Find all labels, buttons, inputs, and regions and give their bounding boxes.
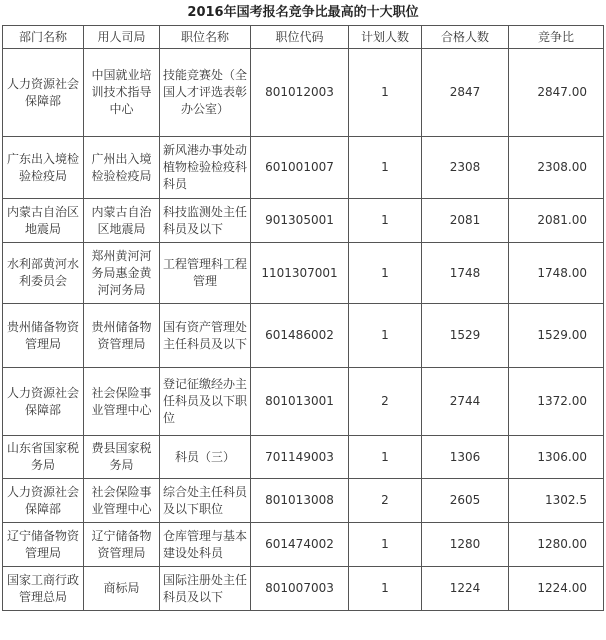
cell-code: 601001007 xyxy=(251,137,349,199)
cell-ratio: 1748.00 xyxy=(509,243,604,304)
cell-plan: 1 xyxy=(349,436,422,479)
cell-code: 801007003 xyxy=(251,567,349,611)
cell-ratio: 1529.00 xyxy=(509,304,604,368)
cell-dept: 贵州储备物资管理局 xyxy=(3,304,84,368)
cell-position: 国有资产管理处主任科员及以下 xyxy=(160,304,251,368)
cell-bureau: 商标局 xyxy=(84,567,160,611)
cell-qualified: 2744 xyxy=(422,368,509,436)
cell-bureau: 社会保险事业管理中心 xyxy=(84,479,160,523)
cell-plan: 1 xyxy=(349,243,422,304)
table-header-row xyxy=(3,26,604,49)
cell-ratio: 2308.00 xyxy=(509,137,604,199)
table-row xyxy=(3,199,604,243)
cell-qualified: 1529 xyxy=(422,304,509,368)
ranking-table xyxy=(2,25,604,611)
cell-code: 901305001 xyxy=(251,199,349,243)
cell-position: 工程管理科工程管理 xyxy=(160,243,251,304)
cell-position: 技能竞赛处（全国人才评选表彰办公室） xyxy=(160,49,251,137)
page-title: 2016年国考报名竞争比最高的十大职位 xyxy=(187,5,419,20)
header-dept: 部门名称 xyxy=(3,26,84,49)
cell-code: 601486002 xyxy=(251,304,349,368)
cell-plan: 1 xyxy=(349,137,422,199)
cell-ratio: 1302.5 xyxy=(509,479,604,523)
cell-plan: 2 xyxy=(349,368,422,436)
table-row xyxy=(3,436,604,479)
table-row xyxy=(3,137,604,199)
cell-ratio: 2847.00 xyxy=(509,49,604,137)
cell-plan: 1 xyxy=(349,523,422,567)
cell-ratio: 1280.00 xyxy=(509,523,604,567)
cell-code: 601474002 xyxy=(251,523,349,567)
cell-bureau: 郑州黄河河务局惠金黄河河务局 xyxy=(84,243,160,304)
cell-plan: 1 xyxy=(349,567,422,611)
cell-qualified: 1306 xyxy=(422,436,509,479)
table-row xyxy=(3,479,604,523)
cell-qualified: 2308 xyxy=(422,137,509,199)
cell-position: 科员（三） xyxy=(160,436,251,479)
header-position: 职位名称 xyxy=(160,26,251,49)
cell-dept: 内蒙古自治区地震局 xyxy=(3,199,84,243)
cell-bureau: 辽宁储备物资管理局 xyxy=(84,523,160,567)
cell-qualified: 1280 xyxy=(422,523,509,567)
cell-plan: 1 xyxy=(349,49,422,137)
cell-dept: 国家工商行政管理总局 xyxy=(3,567,84,611)
cell-position: 登记征缴经办主任科员及以下职位 xyxy=(160,368,251,436)
cell-bureau: 贵州储备物资管理局 xyxy=(84,304,160,368)
cell-code: 801012003 xyxy=(251,49,349,137)
cell-ratio: 1224.00 xyxy=(509,567,604,611)
table-row xyxy=(3,368,604,436)
table-row xyxy=(3,523,604,567)
table-row xyxy=(3,49,604,137)
header-ratio: 竞争比 xyxy=(509,26,604,49)
cell-bureau: 内蒙古自治区地震局 xyxy=(84,199,160,243)
cell-dept: 人力资源社会保障部 xyxy=(3,479,84,523)
cell-position: 科技监测处主任科员及以下 xyxy=(160,199,251,243)
cell-code: 801013001 xyxy=(251,368,349,436)
cell-bureau: 社会保险事业管理中心 xyxy=(84,368,160,436)
cell-dept: 水利部黄河水利委员会 xyxy=(3,243,84,304)
table-row xyxy=(3,567,604,611)
cell-plan: 1 xyxy=(349,304,422,368)
cell-qualified: 2847 xyxy=(422,49,509,137)
cell-qualified: 1748 xyxy=(422,243,509,304)
cell-dept: 人力资源社会保障部 xyxy=(3,49,84,137)
cell-ratio: 1306.00 xyxy=(509,436,604,479)
cell-position: 综合处主任科员及以下职位 xyxy=(160,479,251,523)
cell-dept: 广东出入境检验检疫局 xyxy=(3,137,84,199)
cell-qualified: 2081 xyxy=(422,199,509,243)
cell-position: 国际注册处主任科员及以下 xyxy=(160,567,251,611)
cell-plan: 1 xyxy=(349,199,422,243)
cell-position: 仓库管理与基本建设处科员 xyxy=(160,523,251,567)
cell-code: 701149003 xyxy=(251,436,349,479)
cell-dept: 辽宁储备物资管理局 xyxy=(3,523,84,567)
cell-position: 新风港办事处动植物检验检疫科科员 xyxy=(160,137,251,199)
header-bureau: 用人司局 xyxy=(84,26,160,49)
cell-qualified: 1224 xyxy=(422,567,509,611)
cell-bureau: 费县国家税务局 xyxy=(84,436,160,479)
cell-ratio: 1372.00 xyxy=(509,368,604,436)
cell-bureau: 广州出入境检验检疫局 xyxy=(84,137,160,199)
table-row xyxy=(3,243,604,304)
header-code: 职位代码 xyxy=(251,26,349,49)
header-plan: 计划人数 xyxy=(349,26,422,49)
cell-ratio: 2081.00 xyxy=(509,199,604,243)
header-qualified: 合格人数 xyxy=(422,26,509,49)
cell-dept: 山东省国家税务局 xyxy=(3,436,84,479)
cell-bureau: 中国就业培训技术指导中心 xyxy=(84,49,160,137)
cell-plan: 2 xyxy=(349,479,422,523)
cell-dept: 人力资源社会保障部 xyxy=(3,368,84,436)
cell-qualified: 2605 xyxy=(422,479,509,523)
cell-code: 801013008 xyxy=(251,479,349,523)
cell-code: 1101307001 xyxy=(251,243,349,304)
table-row xyxy=(3,304,604,368)
